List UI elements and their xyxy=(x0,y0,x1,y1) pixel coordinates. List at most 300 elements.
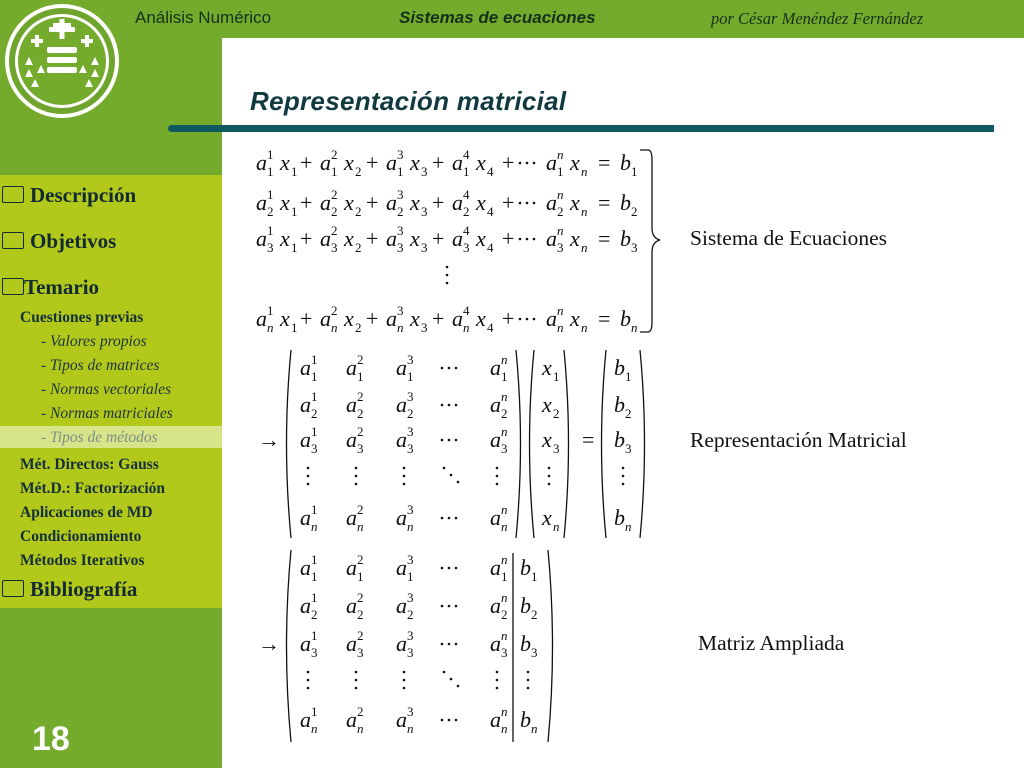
coef-a: a xyxy=(346,593,357,618)
coef-superscript: 2 xyxy=(357,502,364,517)
coef-superscript: n xyxy=(557,147,564,162)
nav-met-directos[interactable]: Mét. Directos: Gauss xyxy=(20,456,159,473)
coef-a: a xyxy=(386,190,397,215)
coef-superscript: 3 xyxy=(397,147,404,162)
cdots xyxy=(441,719,444,722)
cdots xyxy=(526,318,529,321)
vdots xyxy=(496,687,499,690)
nav-normas-matriciales[interactable]: - Normas matriciales xyxy=(41,405,173,422)
coef-subscript: n xyxy=(501,721,508,736)
coef-subscript: n xyxy=(357,721,364,736)
coef-a: a xyxy=(490,355,501,380)
coef-a: a xyxy=(320,306,331,331)
coef-a: a xyxy=(490,427,501,452)
arrow-right: → xyxy=(258,427,280,452)
coef-subscript: 2 xyxy=(331,204,338,219)
var-x: x xyxy=(542,505,552,530)
var-b-subscript: 3 xyxy=(531,645,538,660)
var-b-subscript: 2 xyxy=(531,607,538,622)
slide-title: Representación matricial xyxy=(250,86,567,116)
nav-objetivos-label: Objetivos xyxy=(30,229,117,253)
coef-subscript: 3 xyxy=(267,240,274,255)
coef-subscript: n xyxy=(501,519,508,534)
vdots xyxy=(527,679,530,682)
coef-superscript: n xyxy=(557,187,564,202)
coef-superscript: 1 xyxy=(267,223,274,238)
coef-subscript: 1 xyxy=(397,164,404,179)
coef-subscript: n xyxy=(331,320,338,335)
cdots xyxy=(533,318,536,321)
coef-a: a xyxy=(396,593,407,618)
plus-sign: + xyxy=(300,150,313,175)
cdots xyxy=(455,404,458,407)
cdots xyxy=(533,162,536,165)
coef-a: a xyxy=(452,226,463,251)
cdots xyxy=(526,202,529,205)
var-x: x xyxy=(344,150,354,175)
coef-superscript: 3 xyxy=(397,187,404,202)
coef-a: a xyxy=(386,306,397,331)
nav-cuestiones-previas[interactable]: Cuestiones previas xyxy=(20,309,144,326)
var-b: b xyxy=(614,505,625,530)
coef-subscript: n xyxy=(463,320,470,335)
var-x: x xyxy=(570,190,580,215)
equals-sign: = xyxy=(598,190,611,215)
coef-superscript: 1 xyxy=(267,187,274,202)
var-b: b xyxy=(614,355,625,380)
coef-a: a xyxy=(490,593,501,618)
plus-sign: + xyxy=(432,226,445,251)
coef-a: a xyxy=(396,392,407,417)
vdots xyxy=(403,687,406,690)
vdots xyxy=(307,687,310,690)
var-b: b xyxy=(620,150,631,175)
plus-sign: + xyxy=(502,306,515,331)
plus-sign: + xyxy=(300,190,313,215)
vdots xyxy=(548,467,551,470)
var-b: b xyxy=(614,392,625,417)
coef-subscript: 3 xyxy=(357,441,364,456)
vdots xyxy=(355,467,358,470)
nav-tipos-matrices[interactable]: - Tipos de matrices xyxy=(41,357,160,374)
var-b-subscript: 3 xyxy=(625,441,632,456)
var-x-subscript: 4 xyxy=(487,240,494,255)
coef-a: a xyxy=(300,355,311,380)
coef-subscript: n xyxy=(311,519,318,534)
left-paren xyxy=(287,350,292,538)
var-x-subscript: 3 xyxy=(553,441,560,456)
cdots xyxy=(441,567,444,570)
vdots xyxy=(403,671,406,674)
coef-superscript: 1 xyxy=(311,628,318,643)
plus-sign: + xyxy=(502,150,515,175)
vdots xyxy=(527,671,530,674)
cdots xyxy=(519,238,522,241)
var-x-subscript: 3 xyxy=(421,204,428,219)
nav-normas-vectoriales[interactable]: - Normas vectoriales xyxy=(41,381,172,398)
coef-superscript: n xyxy=(501,628,508,643)
coef-superscript: n xyxy=(501,502,508,517)
coef-superscript: 2 xyxy=(331,147,338,162)
coef-subscript: 2 xyxy=(357,607,364,622)
coef-subscript: 2 xyxy=(407,406,414,421)
coef-a: a xyxy=(490,555,501,580)
coef-superscript: 3 xyxy=(407,590,414,605)
nav-tipos-metodos[interactable]: - Tipos de métodos xyxy=(41,429,158,446)
cdots xyxy=(519,202,522,205)
nav-descripcion-label: Descripción xyxy=(30,183,137,207)
vdots xyxy=(403,679,406,682)
coef-a: a xyxy=(396,555,407,580)
label-representacion: Representación Matricial xyxy=(690,428,907,452)
coef-a: a xyxy=(320,226,331,251)
coef-subscript: 3 xyxy=(331,240,338,255)
coef-subscript: n xyxy=(311,721,318,736)
coef-subscript: 2 xyxy=(311,607,318,622)
var-x-subscript: 4 xyxy=(487,204,494,219)
var-x-subscript: 2 xyxy=(553,406,560,421)
var-x-subscript: 2 xyxy=(355,240,362,255)
cdots xyxy=(448,605,451,608)
coef-a: a xyxy=(452,190,463,215)
cdots xyxy=(448,367,451,370)
var-b-subscript: 3 xyxy=(631,240,638,255)
right-paren xyxy=(640,350,645,538)
plus-sign: + xyxy=(300,226,313,251)
coef-superscript: 3 xyxy=(397,223,404,238)
var-b: b xyxy=(620,226,631,251)
coef-superscript: 1 xyxy=(311,590,318,605)
coef-superscript: 2 xyxy=(357,389,364,404)
nav-condicionamiento[interactable]: Condicionamiento xyxy=(20,528,142,545)
var-x: x xyxy=(476,226,486,251)
nav-temario-label: Temario xyxy=(24,275,100,299)
plus-sign: + xyxy=(502,190,515,215)
coef-superscript: n xyxy=(501,704,508,719)
var-x: x xyxy=(476,190,486,215)
var-x: x xyxy=(410,190,420,215)
var-b-subscript: 1 xyxy=(625,369,632,384)
coef-subscript: 1 xyxy=(407,569,414,584)
cdots xyxy=(533,202,536,205)
plus-sign: + xyxy=(366,226,379,251)
left-paren xyxy=(530,350,535,538)
coef-superscript: 1 xyxy=(311,552,318,567)
cdots xyxy=(441,367,444,370)
var-x-subscript: n xyxy=(581,204,588,219)
vdots xyxy=(622,483,625,486)
nav-aplicaciones[interactable]: Aplicaciones de MD xyxy=(20,504,153,521)
cdots xyxy=(441,439,444,442)
coef-superscript: 1 xyxy=(311,704,318,719)
coef-a: a xyxy=(256,226,267,251)
var-x-subscript: 2 xyxy=(355,204,362,219)
coef-a: a xyxy=(320,190,331,215)
right-paren xyxy=(548,550,553,742)
nav-factorizacion[interactable]: Mét.D.: Factorización xyxy=(20,480,166,497)
coef-subscript: 3 xyxy=(501,645,508,660)
var-x-subscript: n xyxy=(581,164,588,179)
coef-a: a xyxy=(490,631,501,656)
ddots xyxy=(443,467,446,470)
coef-a: a xyxy=(546,150,557,175)
coef-superscript: n xyxy=(501,590,508,605)
coef-superscript: 2 xyxy=(331,223,338,238)
vdots xyxy=(496,475,499,478)
coef-a: a xyxy=(346,355,357,380)
coef-superscript: 4 xyxy=(463,223,470,238)
coef-subscript: 1 xyxy=(331,164,338,179)
cdots xyxy=(455,567,458,570)
coef-a: a xyxy=(346,505,357,530)
coef-subscript: n xyxy=(357,519,364,534)
vdots xyxy=(307,671,310,674)
var-x: x xyxy=(280,226,290,251)
coef-subscript: 3 xyxy=(407,441,414,456)
coef-superscript: 2 xyxy=(357,352,364,367)
topic-name: Sistemas de ecuaciones xyxy=(399,8,596,27)
var-b-subscript: 2 xyxy=(625,406,632,421)
vdots xyxy=(622,475,625,478)
var-b: b xyxy=(520,707,531,732)
var-b: b xyxy=(620,306,631,331)
vdots xyxy=(548,475,551,478)
ddots xyxy=(457,481,460,484)
var-x: x xyxy=(476,306,486,331)
coef-superscript: 3 xyxy=(407,389,414,404)
nav-valores-propios[interactable]: - Valores propios xyxy=(41,333,147,350)
var-b-subscript: 1 xyxy=(531,569,538,584)
nav-bibliografia-label: Bibliografía xyxy=(30,577,138,601)
var-x-subscript: n xyxy=(581,320,588,335)
var-x-subscript: 3 xyxy=(421,320,428,335)
var-b-subscript: n xyxy=(631,320,638,335)
coef-subscript: 3 xyxy=(557,240,564,255)
coef-subscript: 1 xyxy=(267,164,274,179)
var-x: x xyxy=(344,190,354,215)
coef-superscript: 4 xyxy=(463,147,470,162)
coef-superscript: 3 xyxy=(407,704,414,719)
coef-a: a xyxy=(346,427,357,452)
coef-subscript: n xyxy=(397,320,404,335)
coef-a: a xyxy=(490,505,501,530)
coef-a: a xyxy=(346,392,357,417)
coef-superscript: 4 xyxy=(463,303,470,318)
coef-subscript: 1 xyxy=(557,164,564,179)
vdots xyxy=(307,679,310,682)
var-x: x xyxy=(344,226,354,251)
coef-a: a xyxy=(256,150,267,175)
coef-a: a xyxy=(452,150,463,175)
cdots xyxy=(441,404,444,407)
coef-subscript: 1 xyxy=(311,369,318,384)
coef-superscript: 2 xyxy=(357,424,364,439)
right-paren xyxy=(516,350,521,538)
cdots xyxy=(526,238,529,241)
coef-subscript: 1 xyxy=(463,164,470,179)
vdots xyxy=(355,475,358,478)
coef-subscript: n xyxy=(407,721,414,736)
label-ampliada: Matriz Ampliada xyxy=(698,631,845,655)
vdots xyxy=(355,679,358,682)
ddots xyxy=(450,474,453,477)
var-b: b xyxy=(520,555,531,580)
var-x: x xyxy=(410,150,420,175)
vdots xyxy=(527,687,530,690)
coef-superscript: n xyxy=(501,352,508,367)
coef-a: a xyxy=(490,392,501,417)
label-sistema: Sistema de Ecuaciones xyxy=(690,226,888,250)
coef-a: a xyxy=(256,306,267,331)
coef-subscript: n xyxy=(267,320,274,335)
coef-superscript: 1 xyxy=(267,147,274,162)
var-x: x xyxy=(570,306,580,331)
coef-a: a xyxy=(546,190,557,215)
coef-subscript: 2 xyxy=(501,607,508,622)
var-x-subscript: 4 xyxy=(487,164,494,179)
coef-subscript: 1 xyxy=(501,369,508,384)
cdots xyxy=(519,318,522,321)
coef-superscript: 2 xyxy=(331,187,338,202)
equals-sign: = xyxy=(582,427,595,452)
plus-sign: + xyxy=(502,226,515,251)
var-b-subscript: n xyxy=(531,721,538,736)
coef-superscript: 1 xyxy=(311,502,318,517)
vdots xyxy=(355,483,358,486)
coef-superscript: n xyxy=(501,552,508,567)
vdots xyxy=(403,475,406,478)
coef-a: a xyxy=(320,150,331,175)
var-x: x xyxy=(280,306,290,331)
var-x: x xyxy=(570,226,580,251)
coef-superscript: 3 xyxy=(407,502,414,517)
coef-superscript: 1 xyxy=(311,352,318,367)
vdots xyxy=(496,679,499,682)
coef-superscript: 2 xyxy=(357,628,364,643)
coef-a: a xyxy=(346,707,357,732)
ddots xyxy=(443,671,446,674)
cdots xyxy=(455,719,458,722)
cdots xyxy=(441,605,444,608)
coef-superscript: 2 xyxy=(357,590,364,605)
vdots xyxy=(496,467,499,470)
var-x-subscript: n xyxy=(553,519,560,534)
coef-a: a xyxy=(396,505,407,530)
coef-subscript: 3 xyxy=(501,441,508,456)
course-name: Análisis Numérico xyxy=(135,8,272,27)
coef-subscript: 1 xyxy=(357,569,364,584)
coef-subscript: 3 xyxy=(397,240,404,255)
var-x: x xyxy=(410,226,420,251)
coef-superscript: n xyxy=(557,303,564,318)
arrow-right: → xyxy=(258,631,280,656)
coef-superscript: 4 xyxy=(463,187,470,202)
coef-a: a xyxy=(300,707,311,732)
var-x: x xyxy=(280,190,290,215)
left-paren xyxy=(287,550,292,742)
var-b-subscript: n xyxy=(625,519,632,534)
var-x: x xyxy=(542,355,552,380)
cdots xyxy=(448,517,451,520)
coef-subscript: n xyxy=(557,320,564,335)
coef-subscript: 2 xyxy=(267,204,274,219)
right-brace xyxy=(640,150,660,332)
coef-a: a xyxy=(490,707,501,732)
var-x: x xyxy=(542,427,552,452)
coef-superscript: 1 xyxy=(311,424,318,439)
coef-a: a xyxy=(256,190,267,215)
vdots xyxy=(496,483,499,486)
coef-a: a xyxy=(396,355,407,380)
coef-superscript: 2 xyxy=(357,552,364,567)
plus-sign: + xyxy=(432,306,445,331)
var-b-subscript: 2 xyxy=(631,204,638,219)
cdots xyxy=(448,643,451,646)
coef-a: a xyxy=(386,150,397,175)
cdots xyxy=(448,404,451,407)
coef-a: a xyxy=(346,631,357,656)
var-b: b xyxy=(614,427,625,452)
coef-subscript: 3 xyxy=(311,645,318,660)
coef-a: a xyxy=(546,306,557,331)
coef-superscript: n xyxy=(557,223,564,238)
cdots xyxy=(455,643,458,646)
var-x: x xyxy=(570,150,580,175)
equals-sign: = xyxy=(598,226,611,251)
plus-sign: + xyxy=(366,306,379,331)
coef-a: a xyxy=(452,306,463,331)
slide-number: 18 xyxy=(32,720,70,758)
var-x-subscript: 1 xyxy=(291,240,298,255)
author-name: por César Menéndez Fernández xyxy=(711,9,924,28)
cdots xyxy=(526,162,529,165)
coef-superscript: 1 xyxy=(267,303,274,318)
var-x-subscript: 3 xyxy=(421,164,428,179)
var-x: x xyxy=(410,306,420,331)
plus-sign: + xyxy=(300,306,313,331)
coef-subscript: 3 xyxy=(357,645,364,660)
coef-subscript: 1 xyxy=(407,369,414,384)
coef-subscript: 2 xyxy=(397,204,404,219)
vdots xyxy=(622,467,625,470)
cdots xyxy=(519,162,522,165)
coef-subscript: 3 xyxy=(407,645,414,660)
var-x-subscript: 1 xyxy=(291,320,298,335)
nav-metodos-iterativos[interactable]: Métodos Iterativos xyxy=(20,552,145,569)
coef-subscript: 2 xyxy=(407,607,414,622)
cdots xyxy=(455,517,458,520)
coef-a: a xyxy=(300,555,311,580)
ddots xyxy=(450,678,453,681)
coef-superscript: 3 xyxy=(397,303,404,318)
var-x-subscript: 2 xyxy=(355,164,362,179)
var-x: x xyxy=(476,150,486,175)
right-paren xyxy=(564,350,569,538)
coef-a: a xyxy=(396,707,407,732)
vdots xyxy=(446,274,449,277)
vdots xyxy=(446,266,449,269)
equals-sign: = xyxy=(598,150,611,175)
coef-a: a xyxy=(300,505,311,530)
cdots xyxy=(448,439,451,442)
coef-a: a xyxy=(346,555,357,580)
var-x-subscript: 1 xyxy=(291,204,298,219)
vdots xyxy=(496,671,499,674)
coef-a: a xyxy=(396,631,407,656)
coef-subscript: 2 xyxy=(357,406,364,421)
var-x: x xyxy=(280,150,290,175)
coef-subscript: 3 xyxy=(311,441,318,456)
